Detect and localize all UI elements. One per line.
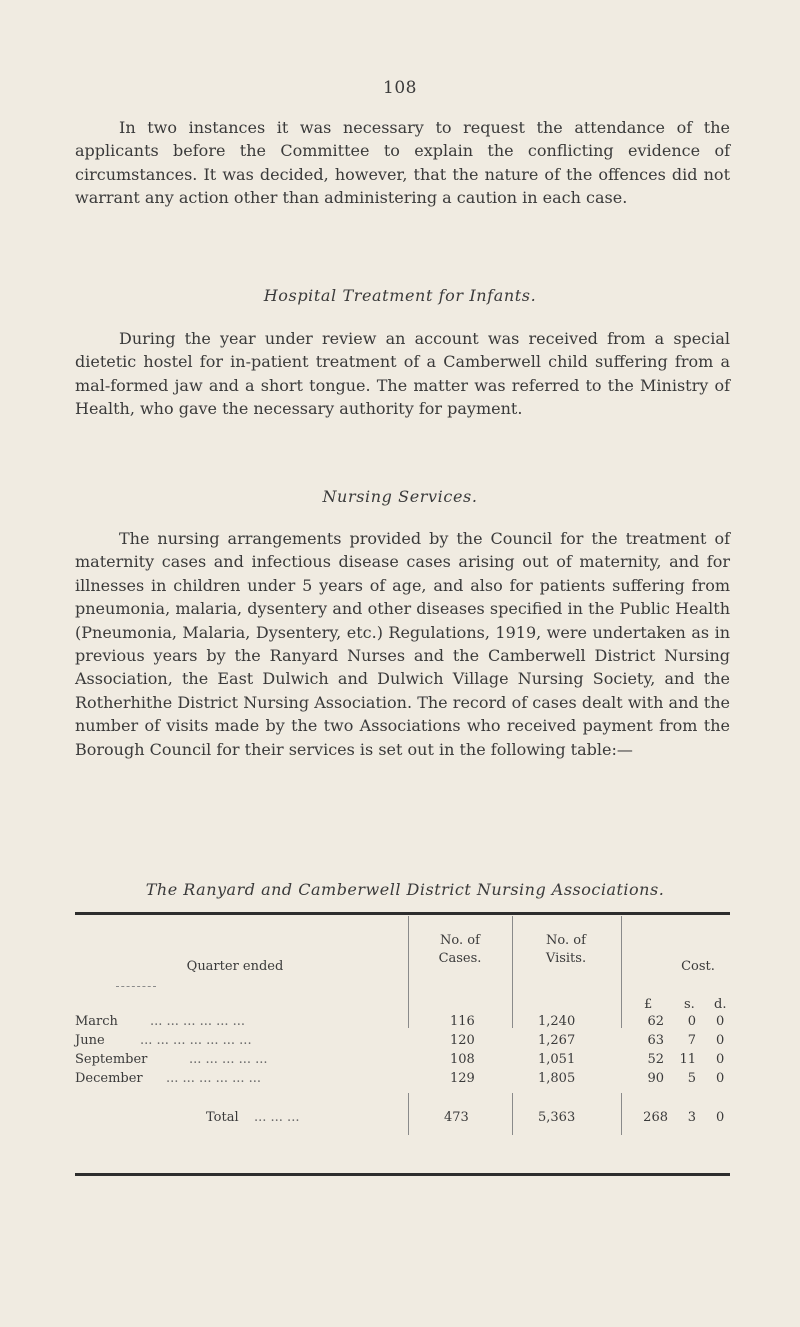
row-leader: ... ... ... ... ... ... [150, 1014, 246, 1029]
row-cases: 129 [450, 1071, 475, 1086]
row-pence: 0 [716, 1014, 725, 1029]
total-label: Total [206, 1110, 239, 1125]
header-visits [513, 932, 619, 968]
unit-shillings: s. [684, 997, 695, 1012]
row-quarter: March [75, 1014, 118, 1029]
row-pence: 0 [716, 1033, 725, 1048]
header-cases-line1: No. of [440, 933, 480, 948]
row-visits: 1,805 [538, 1071, 576, 1086]
column-divider [408, 1093, 409, 1135]
row-quarter: December [75, 1071, 143, 1086]
table-title: The Ranyard and Camberwell District Nursing Associations. [145, 880, 665, 899]
row-pence: 0 [716, 1071, 725, 1086]
column-divider [512, 1093, 513, 1135]
row-leader: ... ... ... ... ... ... ... [140, 1033, 252, 1048]
row-quarter: September [75, 1052, 148, 1067]
paragraph-nursing-services: The nursing arrangements provided by the Council for the treatment of maternity cases and infectious disease cases arising out of maternity, and for illnesses in children under 5 years of age, and also for patients suffering from pneumonia, malaria, dysentery and other diseases specified in the Public Health (Pneumonia, Malaria, Dysentery, etc.) Regulations, 1919, were undertaken as in previous years by the Ranyard Nurses and the Camberwell District Nursing Association, the East Dulwich and Dulwich Village Nursing Society, and the Rotherhithe District Nursing Association. The record of cases dealt with and the number of visits made by the two Associations who received payment from the Borough Council for their services is set out in the following table:— [75, 529, 730, 759]
total-cases: 473 [444, 1110, 469, 1125]
row-pounds: 52 [647, 1052, 664, 1067]
paragraph-hospital-treatment: During the year under review an account was received from a special dietetic hostel for in-patient treatment of a Camberwell child suffering from a mal-formed jaw and a short tongue. The matter was referred to the Ministry of Health, who gave the necessary authority for payment. [75, 329, 730, 419]
header-cases-line2: Cases. [438, 951, 482, 966]
page-number: 108 [383, 78, 417, 98]
row-pounds: 90 [647, 1071, 664, 1086]
row-shillings: 11 [679, 1052, 696, 1067]
total-pounds: 268 [643, 1110, 668, 1125]
row-shillings: 7 [687, 1033, 696, 1048]
header-underline [116, 986, 156, 987]
header-visits-line1: No. of [546, 933, 586, 948]
unit-pounds: £ [644, 997, 653, 1012]
row-leader: ... ... ... ... ... [189, 1052, 268, 1067]
heading-hospital-treatment: Hospital Treatment for Infants. [263, 286, 537, 305]
row-cases: 120 [450, 1033, 475, 1048]
column-divider [408, 916, 409, 1028]
row-cases: 116 [450, 1014, 475, 1029]
row-pounds: 63 [647, 1033, 664, 1048]
heading-nursing-services: Nursing Services. [322, 487, 478, 506]
row-visits: 1,051 [538, 1052, 576, 1067]
row-quarter: June [75, 1033, 105, 1048]
table-bottom-rule [75, 1173, 730, 1176]
row-shillings: 0 [687, 1014, 696, 1029]
table-top-rule [75, 912, 730, 915]
row-visits: 1,267 [538, 1033, 576, 1048]
column-divider [621, 916, 622, 1028]
column-divider [621, 1093, 622, 1135]
header-cases [410, 932, 510, 968]
row-cases: 108 [450, 1052, 475, 1067]
header-visits-line2: Visits. [545, 951, 587, 966]
total-pence: 0 [716, 1110, 725, 1125]
row-pence: 0 [716, 1052, 725, 1067]
unit-pence: d. [714, 997, 727, 1012]
row-shillings: 5 [687, 1071, 696, 1086]
header-quarter-ended: Quarter ended [186, 959, 284, 974]
row-visits: 1,240 [538, 1014, 576, 1029]
paragraph-attendance: In two instances it was necessary to request the attendance of the applicants before the Committee to explain the conflicting evidence of circumstances. It was decided, however, that the nature of the offences did not warrant any action other than administering a caution in each case. [75, 118, 730, 208]
row-pounds: 62 [647, 1014, 664, 1029]
header-cost: Cost. [681, 959, 715, 974]
row-leader: ... ... ... ... ... ... [166, 1071, 262, 1086]
total-leader: ... ... ... [254, 1110, 300, 1125]
total-visits: 5,363 [538, 1110, 576, 1125]
total-shillings: 3 [687, 1110, 696, 1125]
